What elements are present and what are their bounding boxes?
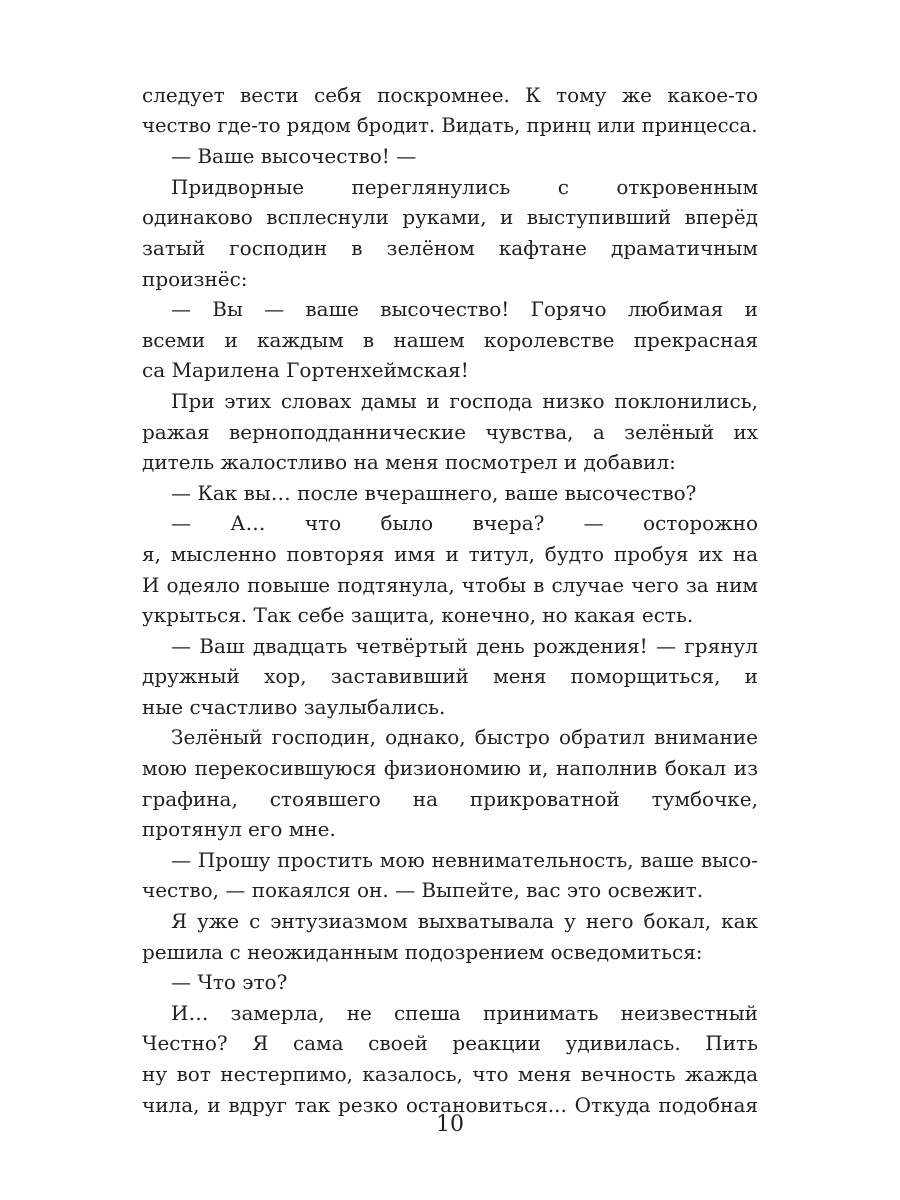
text-line: При этих словах дамы и господа низко поклонились, <box>171 388 758 413</box>
text-line: я, мысленно повторяя имя и титул, будто пробуя их на <box>142 541 758 566</box>
text-line: Зелёный господин, однако, быстро обратил внимание <box>171 725 758 750</box>
text-line: ные счастливо заулыбались. <box>142 694 446 719</box>
text-line: Я уже с энтузиазмом выхватывала у него бокал, как <box>171 909 758 934</box>
text-line: чила, и вдруг так резко остановиться... Откуда подобная <box>142 1092 758 1117</box>
text-line: протянул его мне. <box>142 817 336 842</box>
text-line: следует вести себя поскромнее. К тому же какое-то <box>142 83 758 107</box>
text-line: графина, стоявшего на прикроватной тумбочке, <box>142 786 758 811</box>
text-line: И одеяло повыше подтянула, чтобы в случае чего за ним <box>142 572 758 597</box>
text-line: всеми и каждым в нашем королевстве прекрасная <box>142 327 758 352</box>
text-line: — Прошу простить мою невнимательность, ваше высо- <box>171 847 758 872</box>
text-line: Честно? Я сама своей реакции удивилась. Пить <box>142 1031 758 1056</box>
text-line: Придворные переглянулись с откровенным <box>171 174 758 199</box>
text-line: укрыться. Так себе защита, конечно, но какая есть. <box>142 603 694 628</box>
text-line: дитель жалостливо на меня посмотрел и добавил: <box>142 450 676 475</box>
text-line: — Ваше высочество! — <box>171 144 417 169</box>
text-line: И… замерла, не спеша принимать неизвестный <box>171 1000 758 1025</box>
body-text <box>142 80 758 1120</box>
text-line: — Вы — ваше высочество! Горячо любимая и <box>171 297 758 322</box>
text-line: — Как вы… после вчерашнего, ваше высочество? <box>171 480 697 505</box>
text-line: дружный хор, заставивший меня поморщиться, и <box>142 664 758 689</box>
page-number: 10 <box>436 1112 464 1137</box>
text-line: затый господин в зелёном кафтане драматичным <box>142 235 758 260</box>
text-line: — Ваш двадцать четвёртый день рождения! — грянул <box>171 633 758 658</box>
text-line: чество где-то рядом бродит. Видать, принц или принцесса. <box>142 113 758 137</box>
text-line: произнёс: <box>142 266 248 291</box>
text-line: — Что это? <box>171 970 288 995</box>
text-line: са Марилена Гортенхеймская! <box>142 358 469 383</box>
text-line: решила с неожиданным подозрением осведомиться: <box>142 939 703 964</box>
text-line: мою перекосившуюся физиономию и, наполнив бокал из <box>142 756 758 781</box>
text-line: одинаково всплеснули руками, и выступивший вперёд <box>142 205 758 230</box>
text-line: — А… что было вчера? — осторожно <box>171 511 758 536</box>
text-line: ну вот нестерпимо, казалось, что меня вечность жажда <box>142 1062 758 1086</box>
text-line: чество, — покаялся он. — Выпейте, вас это освежит. <box>142 878 704 903</box>
text-line: ражая верноподданнические чувства, а зелёный их <box>142 419 758 444</box>
